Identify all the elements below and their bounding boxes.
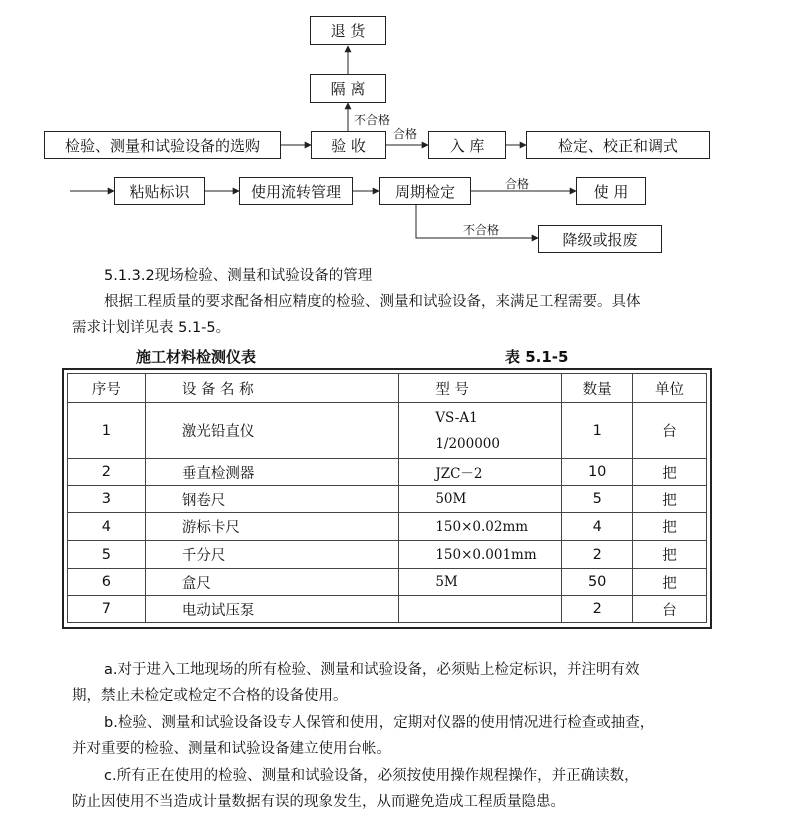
cell-qty: 5 — [562, 486, 633, 513]
cell-qty: 2 — [562, 596, 633, 623]
equipment-table — [67, 373, 707, 623]
fail-label-acceptance: 不合格 — [354, 113, 391, 127]
pass-label-acceptance: 合格 — [393, 127, 418, 141]
header-name: 设 备 名 称 — [145, 374, 398, 403]
note-b-line-2: 并对重要的检验、测量和试验设备建立使用台帐。 — [72, 741, 391, 757]
table-row — [68, 541, 707, 569]
cell-no: 6 — [68, 569, 146, 596]
cell-qty: 4 — [562, 513, 633, 541]
cell-name: 盒尺 — [145, 569, 398, 596]
flow-box-isolate: 隔 离 — [310, 74, 386, 103]
flow-box-downgrade: 降级或报废 — [538, 225, 662, 253]
cell-no: 2 — [68, 459, 146, 486]
flow-box-circulation: 使用流转管理 — [239, 177, 353, 205]
header-model: 型 号 — [399, 374, 562, 403]
flow-box-periodic: 周期检定 — [379, 177, 471, 205]
note-a-line-1: a.对于进入工地现场的所有检验、测量和试验设备，必须贴上检定标识，并注明有效 — [104, 662, 640, 678]
cell-model: 50M — [399, 486, 562, 513]
fail-label-periodic: 不合格 — [463, 223, 500, 237]
cell-unit: 台 — [633, 596, 707, 623]
cell-model — [399, 596, 562, 623]
table-row — [68, 486, 707, 513]
cell-model: JZC－2 — [399, 459, 562, 486]
flow-box-warehouse: 入 库 — [428, 131, 506, 159]
cell-qty: 2 — [562, 541, 633, 569]
table-row — [68, 403, 707, 459]
cell-unit: 把 — [633, 459, 707, 486]
flow-box-acceptance: 验 收 — [311, 131, 386, 159]
table-row — [68, 569, 707, 596]
note-c-line-2: 防止因使用不当造成计量数据有误的现象发生，从而避免造成工程质量隐患。 — [72, 794, 565, 810]
table-caption-number: 表 5.1-5 — [505, 348, 569, 366]
flow-box-return: 退 货 — [310, 16, 386, 45]
cell-name: 钢卷尺 — [145, 486, 398, 513]
header-qty: 数量 — [562, 374, 633, 403]
cell-name: 电动试压泵 — [145, 596, 398, 623]
cell-model-line1: VS-A1 — [435, 409, 478, 426]
header-unit: 单位 — [633, 374, 707, 403]
cell-qty: 1 — [562, 403, 633, 459]
flow-box-use: 使 用 — [576, 177, 646, 205]
cell-unit: 台 — [633, 403, 707, 459]
cell-no: 3 — [68, 486, 146, 513]
cell-no: 5 — [68, 541, 146, 569]
note-a-line-2: 期，禁止未检定或检定不合格的设备使用。 — [72, 688, 348, 704]
flow-box-selection: 检验、测量和试验设备的选购 — [44, 131, 281, 159]
cell-name: 垂直检测器 — [145, 459, 398, 486]
cell-unit: 把 — [633, 569, 707, 596]
cell-model: 5M — [399, 569, 562, 596]
cell-unit: 把 — [633, 486, 707, 513]
intro-line-2: 需求计划详见表 5.1-5。 — [72, 320, 231, 336]
note-b-line-1: b.检验、测量和试验设备设专人保管和使用，定期对仪器的使用情况进行检查或抽查， — [104, 715, 655, 731]
table-row — [68, 459, 707, 486]
cell-model — [399, 403, 562, 459]
cell-model-line2: 1/200000 — [435, 435, 500, 452]
cell-model: 150×0.02mm — [399, 513, 562, 541]
intro-line-1: 根据工程质量的要求配备相应精度的检验、测量和试验设备，来满足工程需要。具体 — [104, 294, 641, 310]
cell-no: 1 — [68, 403, 146, 459]
cell-name: 千分尺 — [145, 541, 398, 569]
header-no: 序号 — [68, 374, 146, 403]
table-row — [68, 596, 707, 623]
cell-name: 激光铅直仪 — [145, 403, 398, 459]
cell-no: 7 — [68, 596, 146, 623]
table-row — [68, 513, 707, 541]
flow-box-calibrate: 检定、校正和调式 — [526, 131, 710, 159]
table-caption-title: 施工材料检测仪表 — [136, 348, 257, 366]
cell-unit: 把 — [633, 513, 707, 541]
cell-model: 150×0.001mm — [399, 541, 562, 569]
flow-box-label-attach: 粘贴标识 — [114, 177, 205, 205]
cell-qty: 10 — [562, 459, 633, 486]
cell-qty: 50 — [562, 569, 633, 596]
section-heading: 5.1.3.2现场检验、测量和试验设备的管理 — [104, 268, 373, 284]
note-c-line-1: c.所有正在使用的检验、测量和试验设备，必须按使用操作规程操作，并正确读数， — [104, 768, 639, 784]
cell-unit: 把 — [633, 541, 707, 569]
cell-no: 4 — [68, 513, 146, 541]
pass-label-periodic: 合格 — [505, 177, 530, 191]
cell-name: 游标卡尺 — [145, 513, 398, 541]
table-header-row — [68, 374, 707, 403]
